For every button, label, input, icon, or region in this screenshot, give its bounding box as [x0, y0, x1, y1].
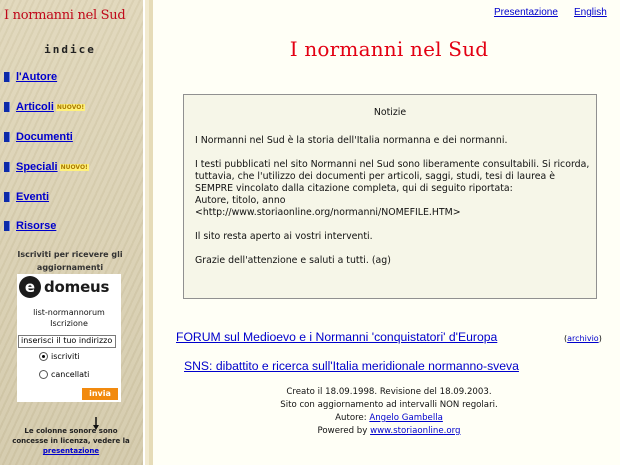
sidebar — [0, 0, 143, 465]
soundtrack-note — [8, 426, 134, 456]
sidebar-item-label[interactable]: Documenti — [16, 131, 73, 143]
forum-link[interactable]: FORUM sul Medioevo e i Normanni 'conquistatori' d'Europa — [176, 330, 498, 344]
bullet-icon — [4, 72, 10, 82]
archivio-link[interactable]: archivio — [567, 334, 599, 343]
domeus-logo-text: domeus — [44, 278, 110, 296]
new-badge: NUOVO! — [60, 163, 88, 171]
domeus-subscribe-box — [17, 274, 121, 402]
citation-format: Autore, titolo, anno — [195, 195, 286, 206]
subscribe-radio[interactable] — [39, 352, 80, 361]
english-link[interactable]: English — [574, 7, 607, 18]
sidebar-item-documenti[interactable] — [4, 131, 73, 143]
unsubscribe-radio[interactable] — [39, 370, 89, 379]
mailing-list-info — [17, 307, 121, 329]
sidebar-item-autore[interactable] — [4, 71, 57, 83]
page-title: I normanni nel Sud — [289, 37, 489, 61]
submit-button[interactable]: invia — [82, 388, 118, 400]
radio-unselected-icon[interactable] — [39, 370, 48, 379]
credits — [160, 386, 618, 438]
sidebar-item-label[interactable]: Eventi — [16, 191, 50, 203]
mailing-list-name: list-normannorum — [33, 308, 105, 317]
credits-update: Sito con aggiornamento ad intervalli NON regolari. — [280, 400, 498, 410]
bullet-icon — [4, 192, 10, 202]
sidebar-item-label[interactable]: Articoli — [16, 101, 54, 113]
news-body — [195, 135, 591, 279]
sidebar-item-label[interactable]: Risorse — [16, 220, 57, 232]
sidebar-item-label[interactable]: Speciali — [16, 161, 58, 173]
subscribe-radio-label: iscriviti — [51, 352, 80, 361]
mailing-list-action: Iscrizione — [50, 319, 88, 328]
sns-link[interactable]: SNS: dibattito e ricerca sull'Italia meridionale normanno-sveva — [184, 359, 519, 373]
radio-selected-icon[interactable] — [39, 352, 48, 361]
bullet-icon — [4, 132, 10, 142]
powered-label: Powered by — [317, 426, 368, 436]
sidebar-item-articoli[interactable] — [4, 101, 85, 113]
news-paragraph: Grazie dell'attenzione e saluti a tutti. (ag) — [195, 255, 391, 266]
credits-created: Creato il 18.09.1998. Revisione del 18.09.2003. — [286, 387, 492, 397]
site-logo[interactable]: I normanni nel Sud — [4, 8, 126, 23]
sidebar-item-label[interactable]: l'Autore — [16, 71, 58, 83]
soundtrack-note-text: Le colonne sonore sono concesse in licenza, vedere la — [12, 427, 130, 445]
archivio-wrapper: (archivio) — [564, 334, 602, 343]
presentazione-link[interactable]: presentazione — [42, 447, 100, 455]
news-paragraph — [195, 159, 591, 219]
presentazione-top-link[interactable]: Presentazione — [494, 7, 558, 18]
news-paragraph: Il sito resta aperto ai vostri interventi. — [195, 231, 373, 242]
storiaonline-link[interactable]: www.storiaonline.org — [370, 426, 461, 436]
new-badge: NUOVO! — [56, 103, 85, 111]
email-input[interactable]: inserisci il tuo indirizzo — [18, 335, 116, 348]
sidebar-heading: indice — [44, 43, 96, 56]
news-paragraph-text: I testi pubblicati nel sito Normanni nel Sud sono liberamente consultabili. Si ricorda, tuttavia, che l'utilizzo dei documenti per articoli, saggi, studi, tesi di laurea è SEMPRE vincolato dalla citazione completa, qui di seguito riportata: — [195, 159, 590, 194]
sidebar-item-risorse[interactable] — [4, 220, 56, 232]
domeus-logo-icon: e — [19, 276, 41, 298]
unsubscribe-radio-label: cancellati — [51, 370, 90, 379]
bullet-icon — [4, 221, 10, 231]
news-paragraph: I Normanni nel Sud è la storia dell'Italia normanna e dei normanni. — [195, 135, 508, 146]
subscribe-caption: Iscriviti per ricevere gli aggiornamenti — [17, 250, 123, 272]
bullet-icon — [4, 102, 10, 112]
sidebar-item-eventi[interactable] — [4, 191, 49, 203]
credits-author — [160, 412, 618, 425]
domeus-logo[interactable] — [19, 276, 109, 298]
bullet-icon — [4, 162, 10, 172]
credits-powered — [160, 425, 618, 438]
news-heading: Notizie — [373, 107, 407, 118]
sidebar-item-speciali[interactable] — [4, 161, 89, 173]
author-link[interactable]: Angelo Gambella — [369, 413, 443, 423]
citation-url: <http://www.storiaonline.org/normanni/NOMEFILE.HTM> — [195, 207, 461, 218]
author-label: Autore: — [335, 413, 367, 423]
news-box — [183, 94, 597, 299]
sidebar-border — [143, 0, 153, 465]
